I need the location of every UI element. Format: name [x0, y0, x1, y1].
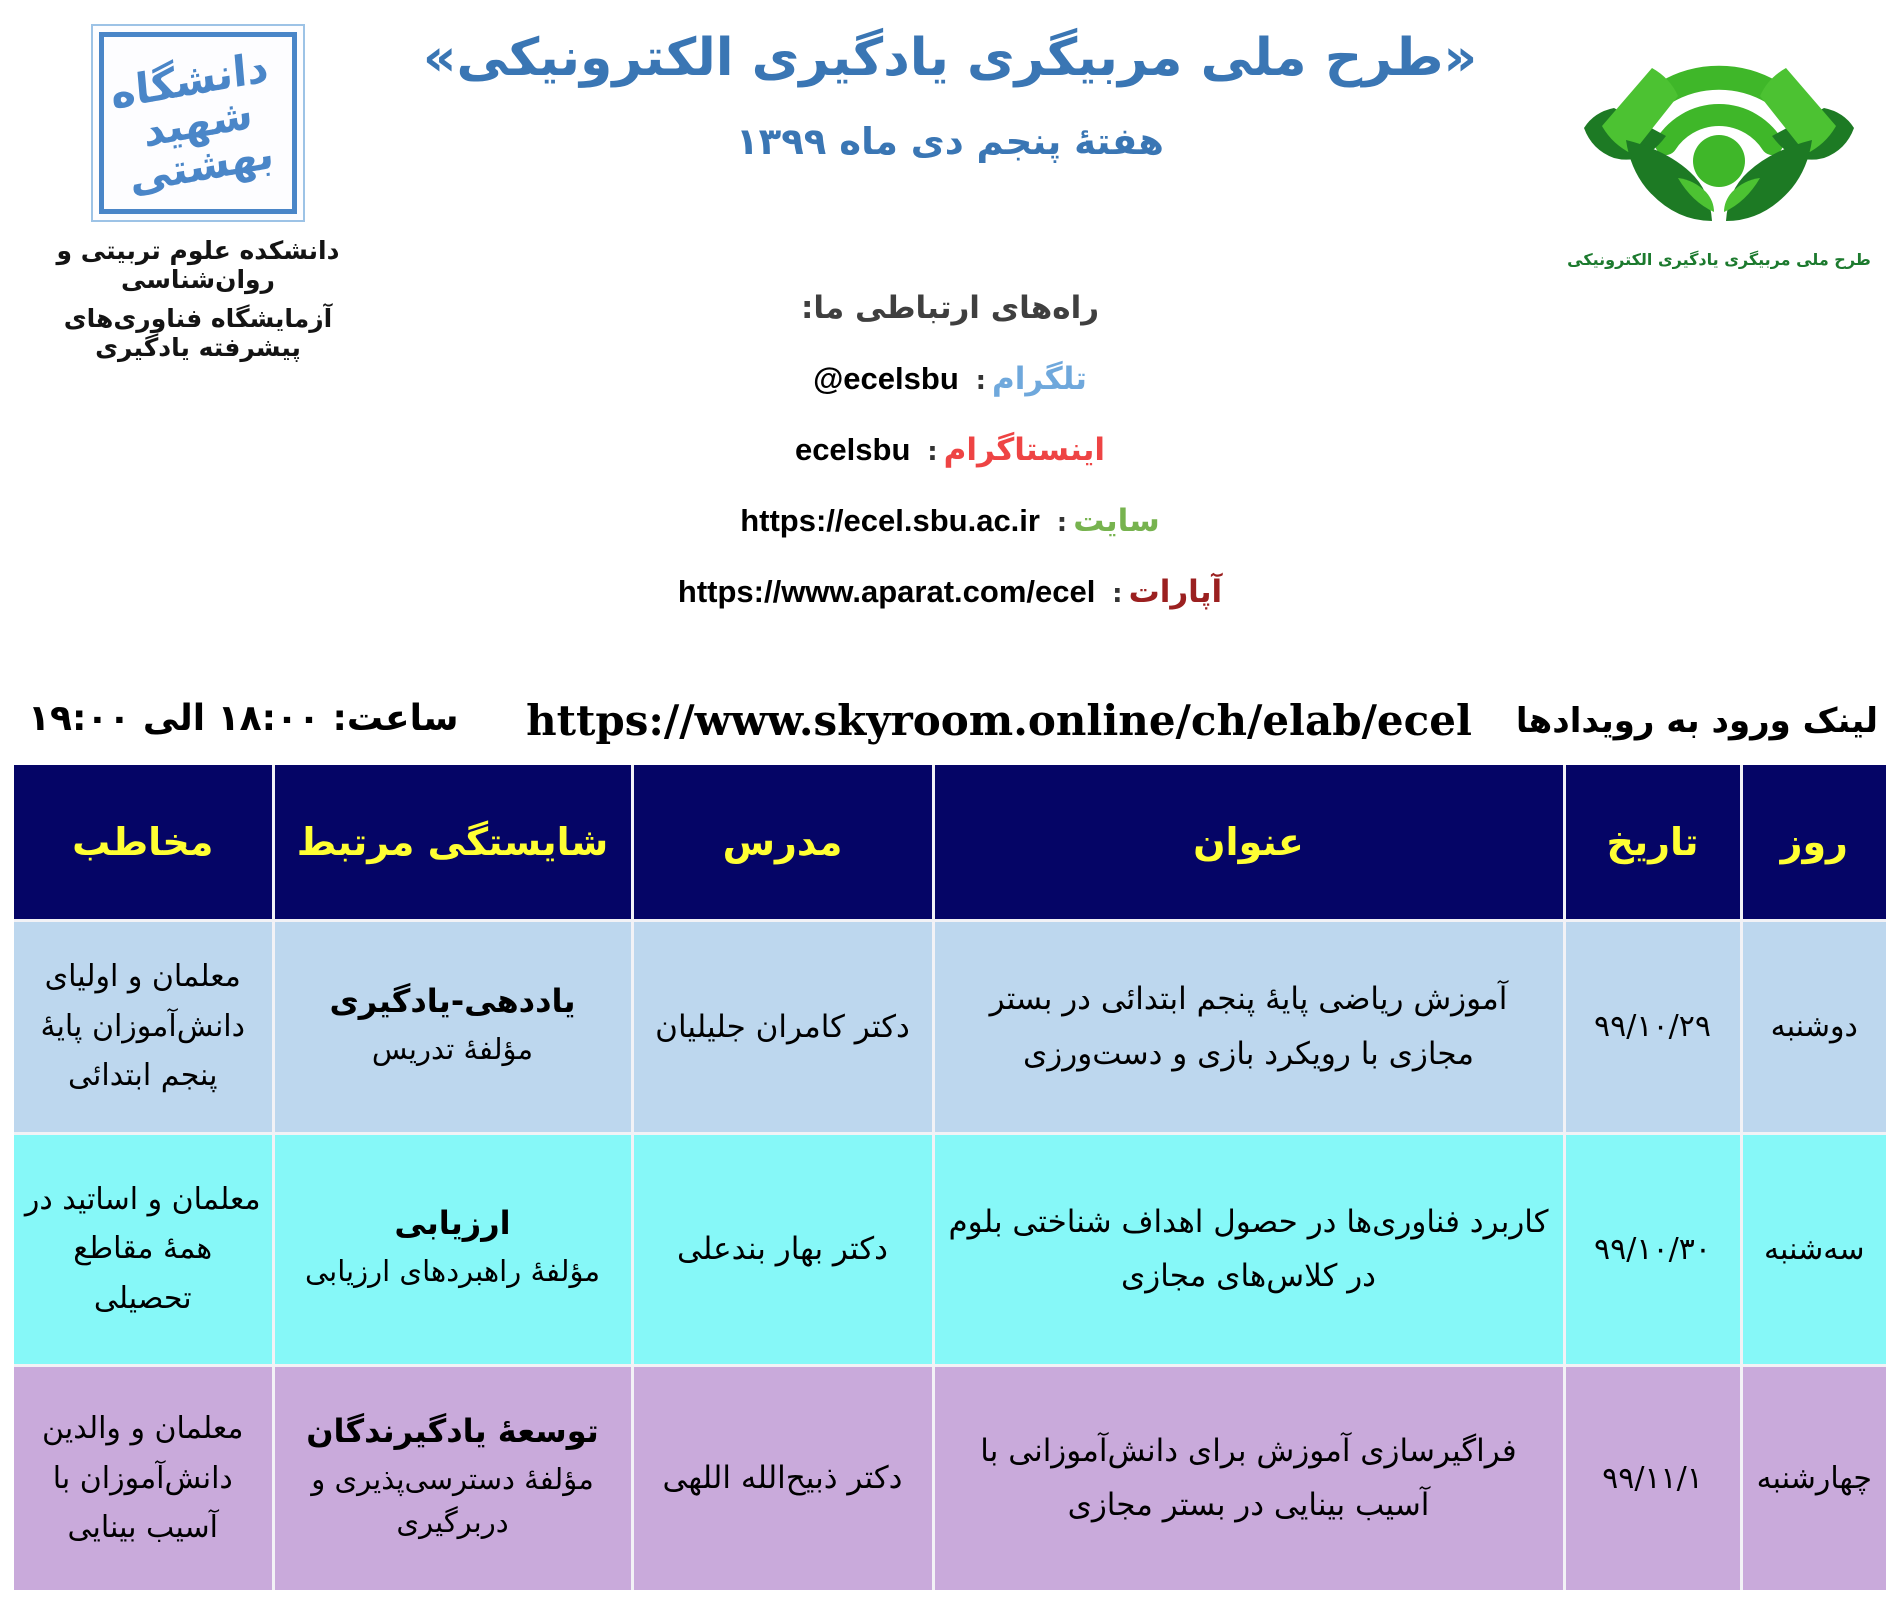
contact-line-website — [340, 503, 1560, 539]
column-header-date: تاریخ — [1564, 765, 1741, 920]
university-logo-calligraphy: دانشگاه شهید بهشتی — [108, 41, 276, 203]
program-logo-block — [1564, 16, 1874, 269]
competency-cell — [273, 1365, 632, 1590]
telegram-label: تلگرام — [991, 361, 1087, 397]
instagram-label: اینستاگرام — [943, 432, 1106, 468]
competency-cell — [273, 1133, 632, 1365]
contact-block — [340, 290, 1560, 610]
date-cell: ۹۹/۱۰/۳۰ — [1564, 1133, 1741, 1365]
audience-cell: معلمان و اولیای دانش‌آموزان پایهٔ پنجم ابتدائی — [14, 920, 273, 1133]
title-cell: فراگیرسازی آموزش برای دانش‌آموزانی با آسیب بینایی در بستر مجازی — [933, 1365, 1564, 1590]
contact-line-telegram — [340, 361, 1560, 397]
column-header-day: روز — [1741, 765, 1886, 920]
table-header-row — [14, 765, 1886, 920]
colon: : — [1112, 579, 1123, 609]
audience-cell: معلمان و والدین دانش‌آموزان با آسیب بینایی — [14, 1365, 273, 1590]
day-cell: چهارشنبه — [1741, 1365, 1886, 1590]
event-link-row — [526, 696, 1878, 745]
university-block — [12, 24, 384, 362]
contact-heading: راه‌های ارتباطی ما: — [800, 290, 1100, 326]
session-time: ساعت: ۱۸:۰۰ الی ۱۹:۰۰ — [28, 698, 459, 739]
competency-name: ارزیابی — [394, 1204, 511, 1243]
wifi-dot — [1693, 135, 1745, 187]
title-cell: کاربرد فناوری‌ها در حصول اهداف شناختی بلوم در کلاس‌های مجازی — [933, 1133, 1564, 1365]
program-logo-icon — [1574, 16, 1864, 244]
competency-cell — [273, 920, 632, 1133]
telegram-handle: @ecelsbu — [813, 361, 959, 396]
aparat-url[interactable]: https://www.aparat.com/ecel — [677, 574, 1096, 609]
table-row — [14, 1133, 1886, 1365]
colon: : — [927, 437, 938, 467]
website-label: سایت — [1073, 503, 1160, 539]
instagram-handle: ecelsbu — [794, 432, 911, 467]
event-link-url[interactable]: https://www.skyroom.online/ch/elab/ecel — [526, 696, 1472, 745]
schedule-table — [14, 765, 1886, 1590]
day-cell: دوشنبه — [1741, 920, 1886, 1133]
competency-component: مؤلفهٔ تدریس — [371, 1031, 534, 1066]
table-row — [14, 1365, 1886, 1590]
aparat-label: آپارات — [1128, 574, 1223, 610]
instructor-cell: دکتر بهار بندعلی — [632, 1133, 933, 1365]
university-logo — [91, 24, 305, 222]
competency-component: مؤلفهٔ دسترسی‌پذیری و دربرگیری — [311, 1461, 594, 1540]
day-cell: سه‌شنبه — [1741, 1133, 1886, 1365]
audience-cell: معلمان و اساتید در همهٔ مقاطع تحصیلی — [14, 1133, 273, 1365]
date-cell: ۹۹/۱۰/۲۹ — [1564, 920, 1741, 1133]
column-header-title: عنوان — [933, 765, 1564, 920]
title-cell: آموزش ریاضی پایهٔ پنجم ابتدائی در بستر مجازی با رویکرد بازی و دست‌ورزی — [933, 920, 1564, 1133]
date-cell: ۹۹/۱۱/۱ — [1564, 1365, 1741, 1590]
instructor-cell: دکتر کامران جلیلیان — [632, 920, 933, 1133]
competency-name: یاددهی-یادگیری — [329, 981, 576, 1020]
column-header-instructor: مدرس — [632, 765, 933, 920]
column-header-competency: شایستگی مرتبط — [273, 765, 632, 920]
page-subtitle: هفتهٔ پنجم دی ماه ۱۳۹۹ — [736, 120, 1164, 163]
instructor-cell: دکتر ذبیح‌الله اللهی — [632, 1365, 933, 1590]
website-url[interactable]: https://ecel.sbu.ac.ir — [740, 503, 1040, 538]
contact-line-instagram — [340, 432, 1560, 468]
competency-component: مؤلفهٔ راهبردهای ارزیابی — [304, 1254, 601, 1289]
column-header-audience: مخاطب — [14, 765, 273, 920]
lab-name: آزمایشگاه فناوری‌های پیشرفته یادگیری — [63, 304, 333, 362]
faculty-name: دانشکده علوم تربیتی و روان‌شناسی — [56, 236, 340, 294]
program-logo-caption: طرح ملی مربیگری یادگیری الکترونیکی — [1567, 250, 1871, 269]
colon: : — [975, 366, 986, 396]
contact-line-aparat — [340, 574, 1560, 610]
university-logo-frame — [99, 32, 297, 214]
competency-name: توسعهٔ یادگیرندگان — [306, 1411, 599, 1450]
colon: : — [1056, 508, 1068, 538]
page-title: «طرح ملی مربیگری یادگیری الکترونیکی» — [422, 28, 1478, 88]
table-row — [14, 920, 1886, 1133]
event-link-label: لینک ورود به رویدادها — [1515, 700, 1878, 741]
title-block — [340, 28, 1560, 163]
